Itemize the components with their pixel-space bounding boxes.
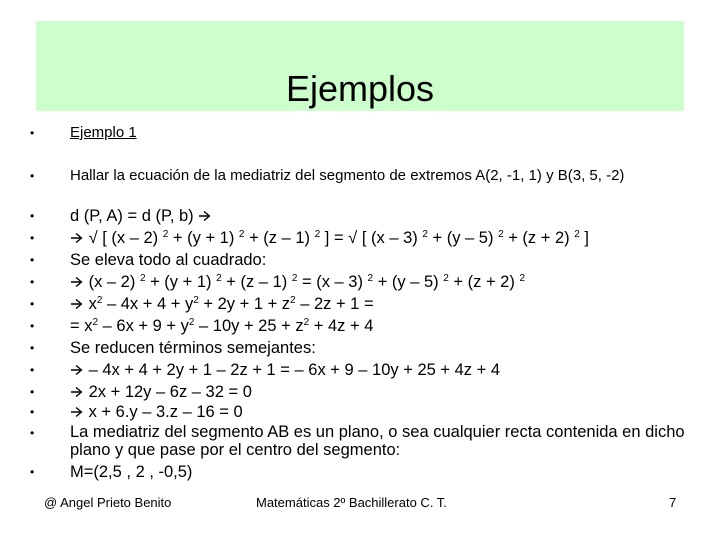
step-text: x + 6.y – 3.z – 16 = 0 bbox=[70, 401, 243, 423]
bullet-dot: • bbox=[30, 426, 35, 440]
bullet-dot: • bbox=[30, 275, 35, 289]
bullet-dot: • bbox=[30, 169, 35, 183]
step-text bbox=[70, 205, 212, 227]
step-text-part: d (P, A) = d (P, b) bbox=[70, 207, 199, 225]
bullet-dot: • bbox=[30, 405, 35, 419]
bullet-dot: • bbox=[30, 363, 35, 377]
bullet-dot: • bbox=[30, 465, 35, 479]
arrow-right-icon bbox=[198, 210, 212, 222]
arrow-right-icon bbox=[70, 298, 84, 310]
title-box bbox=[36, 21, 684, 111]
arrow-right-icon bbox=[70, 232, 84, 244]
bullet-dot: • bbox=[30, 297, 35, 311]
bullet-dot: • bbox=[30, 209, 35, 223]
arrow-right-icon bbox=[70, 276, 84, 288]
step-text: 2x + 12y – 6z – 32 = 0 bbox=[70, 381, 252, 403]
step-text: Se reducen términos semejantes: bbox=[70, 339, 316, 357]
footer-author: @ Angel Prieto Benito bbox=[44, 495, 172, 510]
example-link[interactable]: Ejemplo 1 bbox=[70, 124, 137, 141]
bullet-dot: • bbox=[30, 341, 35, 355]
midpoint-result: M=(2,5 , 2 , -0,5) bbox=[70, 463, 193, 481]
step-text: (x – 2) $^2$ + (y + 1) $^2$ + (z – 1) $^2$ = (x – 3) $^2$ + (y – 5) $^2$ + (z + 2) $^2$ bbox=[70, 271, 525, 293]
bullet-dot: • bbox=[30, 253, 35, 267]
arrow-right-icon bbox=[70, 364, 84, 376]
slide-title: Ejemplos bbox=[285, 68, 435, 109]
bullet-dot: • bbox=[30, 319, 35, 333]
bullet-dot: • bbox=[30, 126, 35, 140]
step-text: – 4x + 4 + 2y + 1 – 2z + 1 = – 6x + 9 – 10y + 25 + 4z + 4 bbox=[70, 359, 500, 381]
bullet-dot: • bbox=[30, 385, 35, 399]
arrow-right-icon bbox=[70, 386, 84, 398]
conclusion-text: La mediatriz del segmento AB es un plano, o sea cualquier recta contenida en dicho plano y que pase por el centro del segmento: bbox=[70, 423, 685, 459]
step-text: √ [ (x – 2) $^2$ + (y + 1) $^2$ + (z – 1) $^2$ ] = √ [ (x – 3) $^2$ + (y – 5) $^2$ + (z + 2) $^2$ ] bbox=[70, 227, 589, 249]
step-text: Se eleva todo al cuadrado: bbox=[70, 251, 267, 269]
problem-statement: Hallar la ecuación de la mediatriz del segmento de extremos A(2, -1, 1) y B(3, 5, -2) bbox=[70, 167, 625, 184]
bullet-dot: • bbox=[30, 231, 35, 245]
footer-course: Matemáticas 2º Bachillerato C. T. bbox=[256, 495, 447, 510]
arrow-right-icon bbox=[70, 406, 84, 418]
page-number: 7 bbox=[669, 495, 677, 510]
step-text: $x^2 - 4x + 4 + y^2 + 2y + 1 + z^2 - 2z + 1$ = bbox=[70, 293, 374, 315]
step-text: = $x^2 - 6x + 9 + y^2 - 10y + 25 + z^2 + 4z + 4$ bbox=[70, 317, 374, 335]
